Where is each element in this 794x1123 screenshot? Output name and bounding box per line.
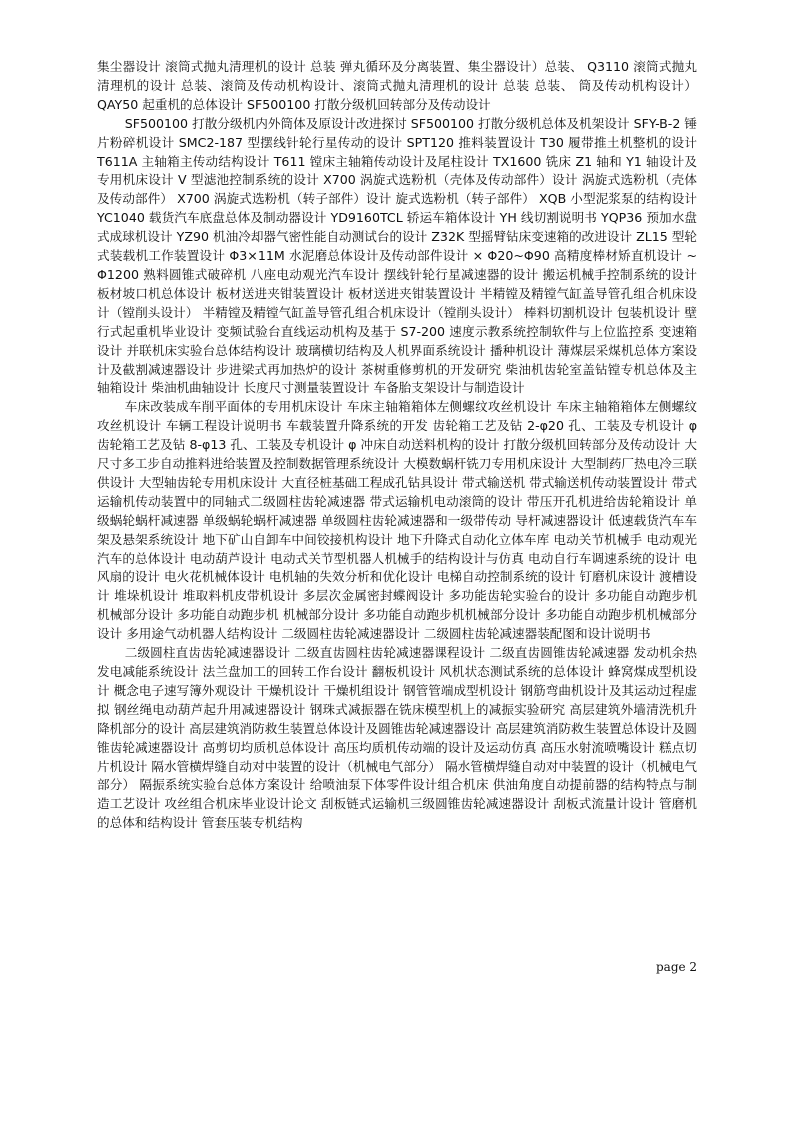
paragraph: 二级圆柱直齿齿轮减速器设计 二级直齿圆柱齿轮减速器课程设计 二级直齿圆锥齿轮减速器 发动机余热发电减能系统设计 法兰盘加工的回转工作台设计 翻板机设计 风机状态测试系统的总体设计 蜂窝煤成型机设计 概念电子速写簿外观设计 干燥机设计 干燥机组设计 钢管管端成型机设计 钢筋弯曲机设计及其运动过程虚拟 钢丝绳电动葫芦起升用减速器设计 钢珠式减振器在铣床模型机上的减振实验研究 高层建筑外墙清洗机升降机部分的设计 高层建筑消防救生装置总体设计及圆锥齿轮减速器设计 高层建筑消防救生装置总体设计及圆锥齿轮减速器设计 高剪切均质机总体设计 高压均质机传动端的设计及运动仿真 高压水射流喷嘴设计 糕点切片机设计 隔水管横焊缝自动对中装置的设计（机械电气部分） 隔水管横焊缝自动对中装置的设计（机械电气部分） 隔振系统实验台总体方案设计 给喷油泵下体零件设计组合机床 供油角度自动提前器的结构特点与制造工艺设计 攻丝组合机床毕业设计论文 刮板链式运输机三级圆锥齿轮减速器设计 刮板式流量计设计 管磨机的总体和结构设计 管套压装专机结构 — [97, 645, 697, 831]
paragraph: SF500100 打散分级机内外筒体及原设计改进探讨 SF500100 打散分级机总体及机架设计 SFY-B-2 锤片粉碎机设计 SMC2-187 型摆线针轮行星传动的设计 SPT120 推料装置设计 T30 履带推土机整机的设计 T611A 主轴箱主传动结构设计 T611 镗床主轴箱传动设计及尾柱设计 TX1600 铣床 Z1 轴和 Y1 轴设计及专用机床设计 V 型滤池控制系统的设计 X700 涡旋式选粉机（壳体及传动部件）设计 涡旋式选粉机（壳体及传动部件） X700 涡旋式选粉机（转子部件）设计 旋式选粉机（转子部件） XQB 小型泥浆泵的结构设计 YC1040 载货汽车底盘总体及制动器设计 YD9160TCL 轿运车箱体设计 YH 线切割说明书 YQP36 预加水盘式成球机设计 YZ90 机油冷却器气密性能自动测试台的设计 Z32K 型摇臂钻床变速箱的改进设计 ZL15 型轮式装载机工作装置设计 Φ3×11M 水泥磨总体设计及传动部件设计 × Φ20~Φ90 高精度棒材矫直机设计 ~ Φ1200 熟料圆锥式破碎机 八座电动观光汽车设计 摆线针轮行星减速器的设计 搬运机械手控制系统的设计 板材坡口机总体设计 板材送进夹钳装置设计 板材送进夹钳装置设计 半精镗及精镗气缸盖导管孔组合机床设计（镗削头设计） 半精镗及精镗气缸盖导管孔组合机床设计（镗削头设计） 棒料切割机设计 包装机设计 壁行式起重机毕业设计 变频试验台直线运动机构及基于 S7-200 速度示教系统控制软件与上位监控系 变速箱设计 并联机床实验台总体结构设计 玻璃横切结构及人机界面系统设计 播种机设计 薄煤层采煤机总体方案设计及截割减速器设计 步进梁式再加热炉的设计 茶树重修剪机的开发研究 柴油机齿轮室盖钻镗专机总体及主轴箱设计 柴油机曲轴设计 长度尺寸测量装置设计 车备胎支架设计与制造设计 — [97, 115, 697, 396]
document-body — [97, 58, 697, 833]
page-number: page 2 — [656, 960, 698, 974]
paragraph: 集尘器设计 滚筒式抛丸清理机的设计 总装 弹丸循环及分离装置、集尘器设计）总装、 Q3110 滚筒式抛丸清理机的设计 总装、滚筒及传动机构设计、滚筒式抛丸清理机的设计 总装 总装、 筒及传动机构设计） QAY50 起重机的总体设计 SF500100 打散分级机回转部分及传动设计 — [97, 59, 697, 112]
paragraph: 车床改装成车削平面体的专用机床设计 车床主轴箱箱体左侧螺纹攻丝机设计 车床主轴箱箱体左侧螺纹攻丝机设计 车辆工程设计说明书 车载装置升降系统的开发 齿轮箱工艺及钻 2-φ20 孔、工装及专机设计 φ 齿轮箱工艺及钻 8-φ13 孔、工装及专机设计 φ 冲床自动送料机构的设计 打散分级机回转部分及传动设计 大尺寸多工步自动推料进给装置及控制数据管理系统设计 大模数蜗杆铣刀专用机床设计 大型制药厂热电冷三联供设计 大型轴齿轮专用机床设计 大直径桩基础工程成孔钻具设计 带式输送机 带式输送机传动装置设计 带式运输机传动装置中的同轴式二级圆柱齿轮减速器 带式运输机电动滚筒的设计 带压开孔机进给齿轮箱设计 单级蜗轮蜗杆减速器 单级蜗轮蜗杆减速器 单级圆柱齿轮减速器和一级带传动 导杆减速器设计 低速载货汽车车架及悬架系统设计 地下矿山自卸车中间铰接机构设计 地下升降式自动化立体车库 电动关节机械手 电动观光汽车的总体设计 电动葫芦设计 电动式关节型机器人机械手的结构设计与仿真 电动自行车调速系统的设计 电风扇的设计 电火花机械体设计 电机轴的失效分析和优化设计 电梯自动控制系统的设计 钉磨机床设计 渡槽设计 堆垛机设计 堆取料机皮带机设计 多层次金属密封蝶阀设计 多功能齿轮实验台的设计 多功能自动跑步机 机械部分设计 多功能自动跑步机 机械部分设计 多功能自动跑步机机械部分设计 多功能自动跑步机机械部分设计 多用途气动机器人结构设计 二级圆柱齿轮减速器设计 二级圆柱齿轮减速器装配图和设计说明书 — [97, 399, 697, 642]
